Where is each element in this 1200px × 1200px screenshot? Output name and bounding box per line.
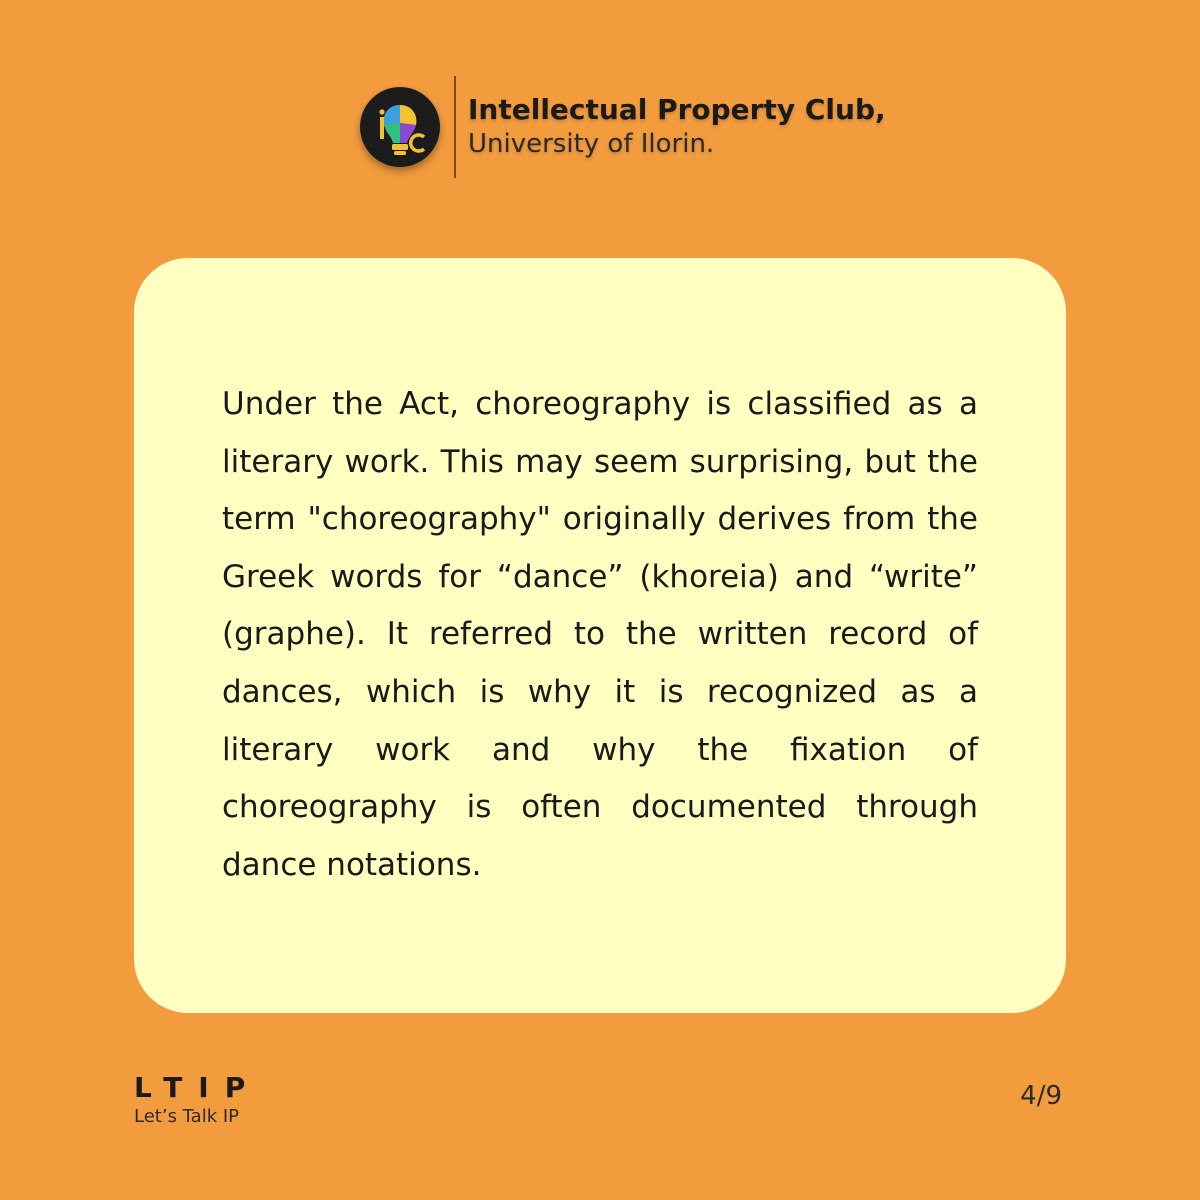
content-card — [134, 258, 1066, 1013]
org-text — [468, 93, 886, 161]
footer-brand — [134, 1072, 261, 1130]
org-subtitle: University of Ilorin. — [468, 129, 715, 159]
header-divider — [454, 76, 456, 178]
lightbulb-logo-icon — [360, 87, 440, 167]
org-name: Intellectual Property Club, — [468, 93, 886, 126]
body-text: Under the Act, choreography is classified as a literary work. This may seem surprising, but the term "choreography" originally derives from the Greek words for “dance” (khoreia) and “write” (graphe). It referred to the written record of dances, which is why it is recognized as a literary work and why the fixation of choreography is often documented through dance notations. — [222, 386, 978, 883]
brand-subtitle: Let’s Talk IP — [134, 1106, 240, 1127]
page-number: 4/9 — [1020, 1081, 1062, 1111]
brand-title: LTIP — [134, 1071, 262, 1104]
header — [360, 76, 886, 178]
